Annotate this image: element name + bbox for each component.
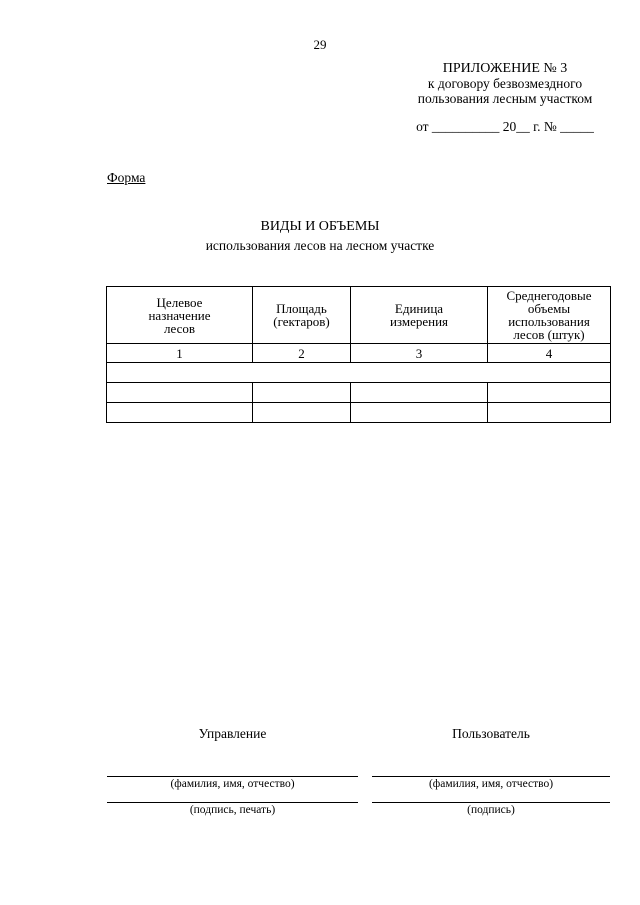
column-number: 2 bbox=[253, 344, 351, 363]
table-cell[interactable] bbox=[107, 363, 611, 383]
header-line: Целевое bbox=[156, 294, 203, 310]
col-header-annual-volume bbox=[488, 287, 611, 344]
table-cell[interactable] bbox=[351, 383, 488, 403]
appendix-date-line: от __________ 20__ г. № _____ bbox=[416, 119, 594, 134]
header-line: объемы bbox=[527, 301, 571, 316]
form-label: Форма bbox=[107, 170, 146, 185]
header-line: Единица bbox=[394, 301, 444, 316]
column-number: 1 bbox=[107, 344, 253, 363]
table-row bbox=[107, 403, 611, 423]
appendix-line-2: пользования лесным участком bbox=[417, 91, 593, 106]
col-header-purpose bbox=[107, 287, 253, 344]
header-line: Среднегодовые bbox=[506, 288, 592, 303]
table-cell[interactable] bbox=[488, 403, 611, 423]
signature-right-name-line[interactable] bbox=[372, 776, 610, 777]
signature-left-name-line[interactable] bbox=[107, 776, 358, 777]
table-header-row bbox=[107, 287, 611, 344]
header-line: лесов (штук) bbox=[513, 327, 585, 342]
signature-left-sign-line[interactable] bbox=[107, 802, 358, 803]
header-line: назначение bbox=[148, 307, 211, 323]
col-header-unit bbox=[351, 287, 488, 344]
header-line: Площадь bbox=[276, 301, 327, 316]
appendix-title: ПРИЛОЖЕНИЕ № 3 bbox=[442, 61, 568, 76]
table-cell[interactable] bbox=[107, 403, 253, 423]
signature-left-sign-caption: (подпись, печать) bbox=[189, 804, 276, 816]
signature-right-title: Пользователь bbox=[452, 726, 530, 741]
forest-use-table bbox=[106, 286, 611, 423]
signature-left-title: Управление bbox=[198, 726, 267, 741]
document-subtitle: использования лесов на лесном участке bbox=[205, 238, 435, 253]
column-number-row bbox=[107, 344, 611, 363]
signature-left-name-caption: (фамилия, имя, отчество) bbox=[170, 778, 295, 790]
header-line: измерения bbox=[389, 314, 449, 329]
page-number: 29 bbox=[313, 37, 327, 52]
table-row bbox=[107, 383, 611, 403]
signature-right-name-caption: (фамилия, имя, отчество) bbox=[428, 778, 554, 790]
header-line: (гектаров) bbox=[273, 314, 330, 329]
column-number: 4 bbox=[488, 344, 611, 363]
table-cell[interactable] bbox=[253, 403, 351, 423]
col-header-area bbox=[253, 287, 351, 344]
appendix-line-1: к договору безвозмездного bbox=[427, 76, 583, 91]
header-line: использования bbox=[508, 314, 590, 329]
table-cell[interactable] bbox=[107, 383, 253, 403]
signature-right-sign-line[interactable] bbox=[372, 802, 610, 803]
document-title: ВИДЫ И ОБЪЕМЫ bbox=[260, 219, 380, 234]
appendix-header bbox=[395, 61, 615, 134]
table-cell[interactable] bbox=[351, 403, 488, 423]
table-row bbox=[107, 363, 611, 383]
header-line: лесов bbox=[164, 320, 195, 336]
signature-right-sign-caption: (подпись) bbox=[467, 804, 515, 816]
table-cell[interactable] bbox=[488, 383, 611, 403]
table-cell[interactable] bbox=[253, 383, 351, 403]
column-number: 3 bbox=[351, 344, 488, 363]
